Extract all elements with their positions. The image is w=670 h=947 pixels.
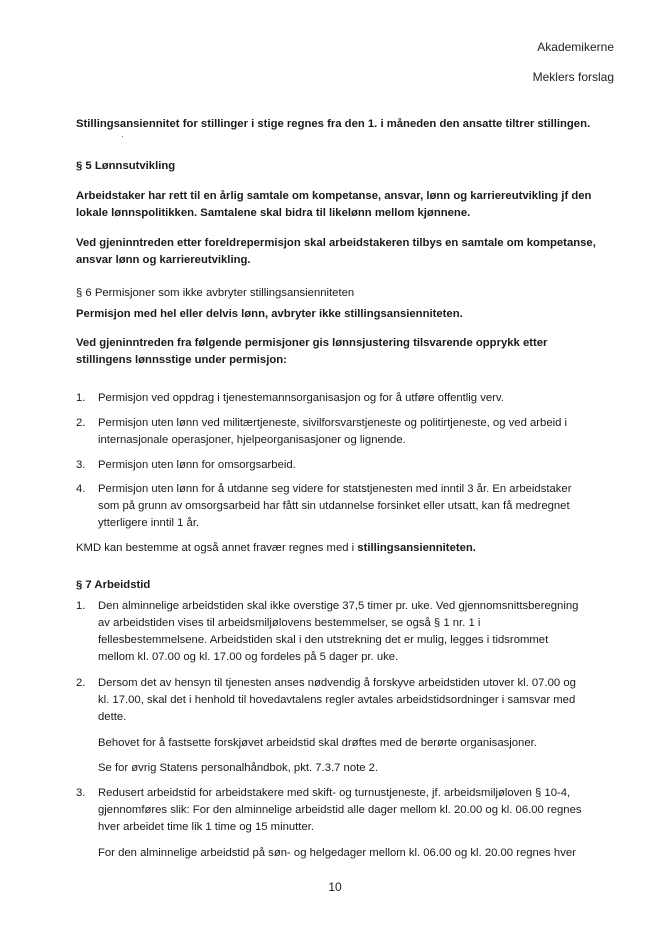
section7-item-1-number: 1.	[76, 600, 86, 612]
section7-item-2-text: Dersom det av hensyn til tjenesten anses nødvendig å forskyve arbeidstiden utover kl. 07.00 og kl. 17.00, skal det i henhold til hovedavtalens regler avtales arbeidstidsordninger i samsvar med dette.	[98, 677, 576, 723]
section5-paragraph-1: Arbeidstaker har rett til en årlig samtale om kompetanse, ansvar, lønn og karriereutvikling jf den lokale lønnspolitikken. Samtalene skal bidra til likelønn mellom kjønnene.	[76, 190, 592, 219]
section6-item-1-text: Permisjon ved oppdrag i tjenestemannsorganisasjon og for å utføre offentlig verv.	[98, 392, 504, 404]
section7-heading: § 7 Arbeidstid	[76, 579, 151, 591]
section6-paragraph-1: Permisjon med hel eller delvis lønn, avbryter ikke stillingsansienniteten.	[76, 308, 463, 320]
header-subtitle: Meklers forslag	[532, 70, 614, 84]
section6-item-3-text: Permisjon uten lønn for omsorgsarbeid.	[98, 459, 296, 471]
section5-paragraph-2: Ved gjeninntreden etter foreldrepermisjon skal arbeidstakeren tilbys en samtale om kompetanse, ansvar lønn og karriereutvikling.	[76, 237, 596, 266]
header-organization: Akademikerne	[537, 40, 614, 54]
section7-item-1-text: Den alminnelige arbeidstiden skal ikke overstige 37,5 timer pr. uke. Ved gjennomsnittsberegning av arbeidstiden vises til arbeidsmiljølovens bestemmelser, se også § 1 nr. 1 i fellesbestemmelsene. Arbeidstiden skal i den utstrekning det er mulig, legges i tidsrommet mellom kl. 07.00 og kl. 17.00 og fordeles på 5 dager pr. uke.	[98, 600, 579, 663]
section7-item-2-sub-2: Se for øvrig Statens personalhåndbok, pkt. 7.3.7 note 2.	[98, 762, 379, 774]
section6-item-3-number: 3.	[76, 459, 86, 471]
section6-closing	[76, 540, 596, 557]
section6-item-2-number: 2.	[76, 417, 86, 429]
page-number: 10	[328, 880, 342, 894]
intro-paragraph: Stillingsansiennitet for stillinger i stige regnes fra den 1. i måneden den ansatte tiltrer stillingen.	[76, 118, 591, 130]
section6-heading: § 6 Permisjoner som ikke avbryter stillingsansienniteten	[76, 287, 355, 299]
section7-item-3-number: 3.	[76, 787, 86, 799]
stray-mark: ·	[121, 131, 124, 141]
section7-item-3-sub-1: For den alminnelige arbeidstid på søn- og helgedager mellom kl. 06.00 og kl. 20.00 regnes hver	[98, 847, 576, 859]
section6-item-4-text: Permisjon uten lønn for å utdanne seg videre for statstjenesten med inntil 3 år. En arbeidstaker som på grunn av omsorgsarbeid har fått sin utdannelse forsinket eller utsatt, kan få medregnet ytterligere inntil 1 år.	[98, 483, 572, 529]
section6-item-2-text: Permisjon uten lønn ved militærtjeneste, sivilforsvarstjeneste og politirtjeneste, og ved arbeid i internasjonale operasjoner, hjelpeorganisasjoner og lignende.	[98, 417, 568, 446]
section7-item-2-sub-1: Behovet for å fastsette forskjøvet arbeidstid skal drøftes med de berørte organisasjoner.	[98, 737, 537, 749]
section7-item-3-text: Redusert arbeidstid for arbeidstakere med skift- og turnustjeneste, jf. arbeidsmiljøloven § 10-4, gjennomføres slik: For den alminnelige arbeidstid alle dager mellom kl. 20.00 og kl. 06.00 regnes hver arbeidet time lik 1 time og 15 minutter.	[98, 787, 582, 833]
section6-paragraph-2: Ved gjeninntreden fra følgende permisjoner gis lønnsjustering tilsvarende opprykk etter stillingens lønnsstige under permisjon:	[76, 337, 548, 366]
section5-heading: § 5 Lønnsutvikling	[76, 160, 176, 172]
section6-item-1-number: 1.	[76, 392, 86, 404]
section6-item-4-number: 4.	[76, 483, 86, 495]
section7-item-2-number: 2.	[76, 677, 86, 689]
section6-closing-bold: stillingsansienniteten.	[357, 542, 476, 554]
section6-closing-text: KMD kan bestemme at også annet fravær regnes med i	[76, 542, 358, 554]
